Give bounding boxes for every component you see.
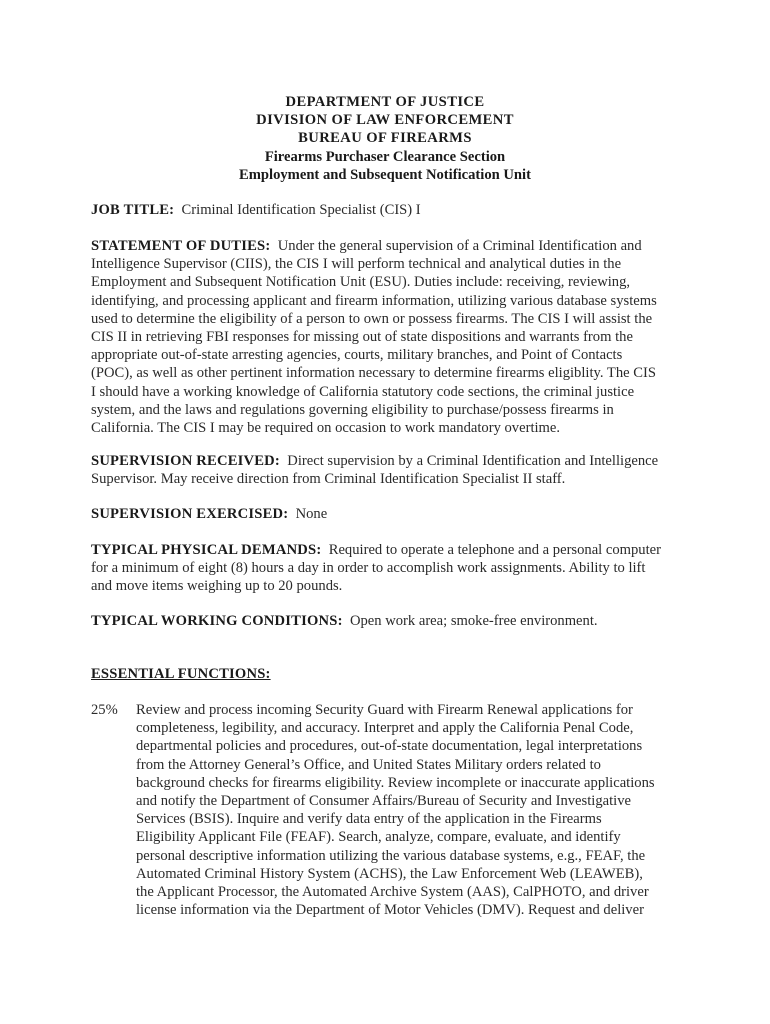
- physical-demands-label: TYPICAL PHYSICAL DEMANDS:: [91, 542, 322, 558]
- working-conditions-label: TYPICAL WORKING CONDITIONS:: [91, 613, 343, 629]
- duties-line: identifying, and processing applicant and firearm information, utilizing various database systems: [91, 292, 657, 309]
- function-line: from the Attorney General’s Office, and United States Military orders related to: [136, 756, 601, 773]
- document-header: [0, 93, 770, 184]
- function-percent: 25%: [91, 702, 118, 718]
- supervision-exercised-label: SUPERVISION EXERCISED:: [91, 506, 289, 522]
- header-department: DEPARTMENT OF JUSTICE: [285, 94, 485, 110]
- function-line: completeness, legibility, and accuracy. Interpret and apply the California Penal Code,: [136, 720, 634, 737]
- duties-line: CIS II in retrieving FBI responses for missing out of state dispositions and warrants from the: [91, 329, 633, 346]
- statement-of-duties-section: [91, 237, 691, 437]
- duties-line: Under the general supervision of a Criminal Identification and: [277, 238, 642, 254]
- duties-line: Intelligence Supervisor (CIIS), the CIS I will perform technical and analytical duties in the: [91, 256, 622, 273]
- duties-line: (POC), as well as other pertinent information necessary to determine firearms eligiblity. The CIS: [91, 365, 656, 382]
- duties-line: used to determine the eligibility of a person to own or possess firearms. The CIS I will assist the: [91, 310, 653, 327]
- function-line: Eligibility Applicant File (FEAF). Search, analyze, compare, evaluate, and identify: [136, 829, 621, 846]
- function-line: and notify the Department of Consumer Affairs/Bureau of Security and Investigative: [136, 793, 631, 810]
- function-line: Automated Criminal History System (ACHS), the Law Enforcement Web (LEAWEB),: [136, 865, 643, 882]
- function-line: Review and process incoming Security Guard with Firearm Renewal applications for: [136, 702, 633, 718]
- physical-demands-line: for a minimum of eight (8) hours a day in order to accomplish work assignments. Ability to lift: [91, 560, 646, 577]
- function-line: license information via the Department of Motor Vehicles (DMV). Request and deliver: [136, 902, 644, 919]
- supervision-exercised-section: [91, 505, 691, 523]
- duties-line: California. The CIS I may be required on occasion to work mandatory overtime.: [91, 420, 561, 437]
- header-division: DIVISION OF LAW ENFORCEMENT: [256, 112, 514, 129]
- duties-line: appropriate out-of-state arresting agencies, courts, military branches, and Point of Contacts: [91, 347, 623, 364]
- header-unit: Employment and Subsequent Notification Unit: [239, 166, 531, 183]
- physical-demands-section: [91, 541, 691, 596]
- supervision-received-line: Direct supervision by a Criminal Identification and Intelligence: [287, 453, 659, 469]
- header-bureau: BUREAU OF FIREARMS: [298, 130, 472, 147]
- working-conditions-section: [91, 612, 691, 630]
- supervision-received-section: [91, 452, 691, 488]
- function-line: personal descriptive information utilizing the various database systems, e.g., FEAF, the: [136, 847, 646, 864]
- supervision-received-line: Supervisor. May receive direction from Criminal Identification Specialist II staff.: [91, 471, 566, 488]
- supervision-exercised-value: None: [295, 506, 328, 522]
- job-title-label: JOB TITLE:: [91, 202, 175, 218]
- duties-line: Employment and Subsequent Notification Unit (ESU). Duties include: receiving, reviewing,: [91, 274, 631, 291]
- function-line: departmental policies and procedures, out-of-state documentation, legal interpretations: [136, 738, 643, 755]
- physical-demands-line: Required to operate a telephone and a personal computer: [328, 542, 661, 558]
- essential-functions-heading: ESSENTIAL FUNCTIONS:: [91, 666, 271, 682]
- duties-line: system, and the laws and regulations governing eligibility to purchase/possess firearms in: [91, 401, 614, 418]
- physical-demands-line: and move items weighing up to 20 pounds.: [91, 578, 343, 595]
- duties-label: STATEMENT OF DUTIES:: [91, 238, 271, 254]
- job-title-section: [91, 201, 691, 219]
- supervision-received-label: SUPERVISION RECEIVED:: [91, 453, 280, 469]
- header-section: Firearms Purchaser Clearance Section: [264, 148, 506, 165]
- function-line: background checks for firearms eligibility. Review incomplete or inaccurate applications: [136, 774, 655, 791]
- job-title-value: Criminal Identification Specialist (CIS) I: [181, 202, 421, 218]
- working-conditions-value: Open work area; smoke-free environment.: [349, 613, 598, 629]
- function-line: Services (BSIS). Inquire and verify data entry of the application in the Firearms: [136, 811, 602, 828]
- function-line: the Applicant Processor, the Automated Archive System (AAS), CalPHOTO, and driver: [136, 884, 649, 901]
- function-description: [136, 701, 655, 919]
- duties-line: I should have a working knowledge of California statutory code sections, the criminal justice: [91, 383, 635, 400]
